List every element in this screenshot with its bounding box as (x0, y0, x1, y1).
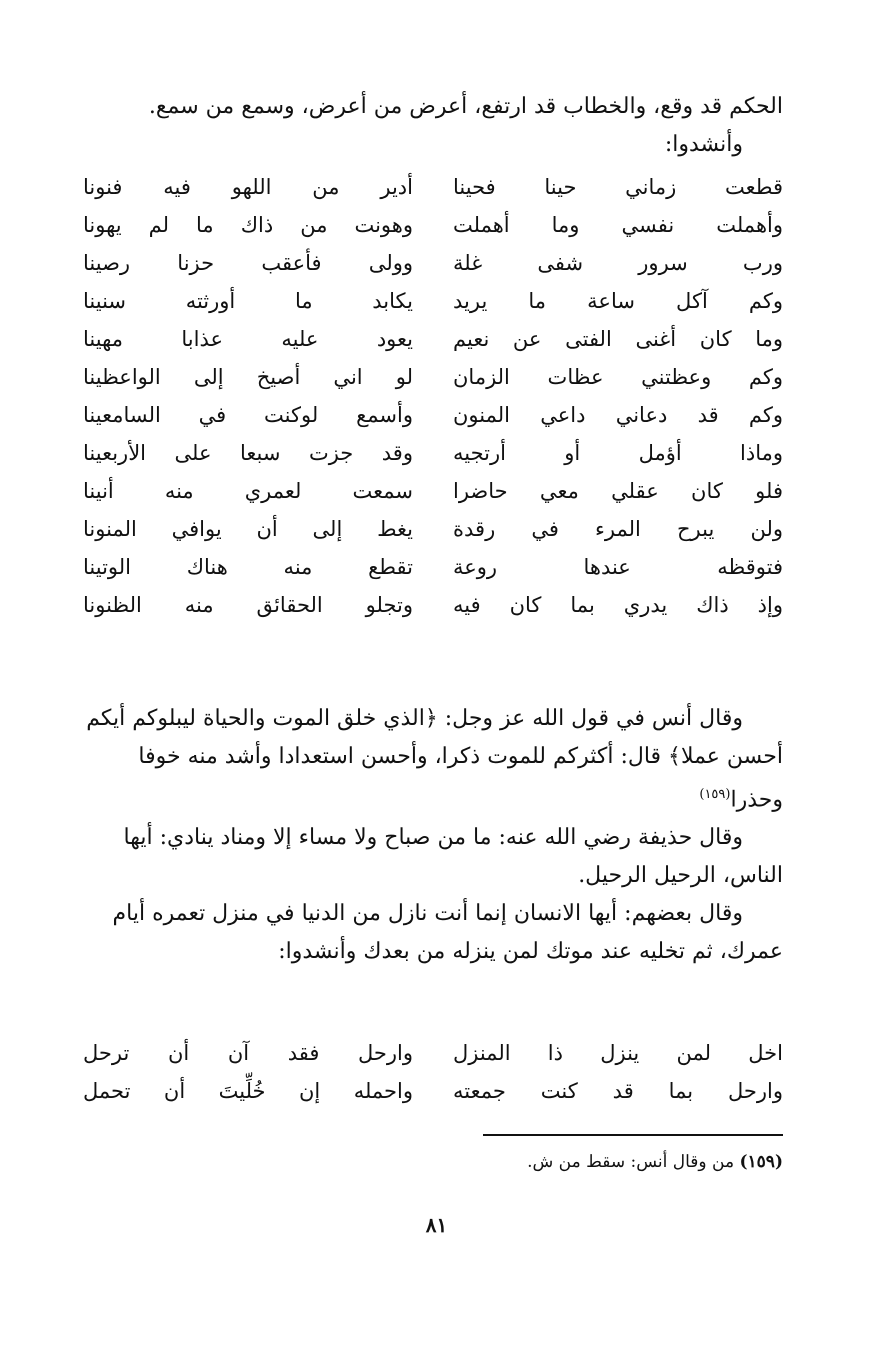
hemistich-right: وإذ ذاك يدري بما كان فيه (453, 593, 783, 617)
hemistich-left: يغط إلى أن يوافي المنونا (83, 517, 413, 541)
hemistich-right: ولن يبرح المرء في رقدة (453, 517, 783, 541)
verse (83, 244, 783, 282)
verse (83, 434, 783, 472)
hemistich-left: وقد جزت سبعا على الأربعينا (83, 441, 413, 465)
hemistich-left: يكابد ما أورثته سنينا (83, 289, 413, 313)
hemistich-left: سمعت لعمري منه أنينا (83, 479, 413, 503)
verse (83, 1072, 783, 1110)
verse (83, 586, 783, 624)
opening-line: الحكم قد وقع، والخطاب قد ارتفع، أعرض من أعرض، وسمع من سمع. (148, 94, 783, 119)
verse (83, 206, 783, 244)
hemistich-right: وماذا أؤمل أو أرتجيه (453, 441, 783, 465)
paragraph-anas-line: وقال أنس في قول الله عز وجل: ﴿الذي خلق الموت والحياة ليبلوكم أيكم (86, 706, 743, 731)
footnote-reference: (١٥٩) (699, 787, 731, 802)
poem-2 (83, 1034, 783, 1110)
hemistich-right: وكم آكل ساعة ما يريد (453, 289, 783, 313)
verse (83, 396, 783, 434)
verse (83, 282, 783, 320)
hemistich-right: فتوقظه عندها روعة (453, 555, 783, 579)
opening-text (83, 88, 783, 164)
hemistich-left: أدير من اللهو فيه فنونا (83, 175, 413, 199)
hemistich-left: وأسمع لوكنت في السامعينا (83, 403, 413, 427)
hemistich-right: ورب سرور شفى غلة (453, 251, 783, 275)
hemistich-right: وما كان أغنى الفتى عن نعيم (453, 327, 783, 351)
hemistich-right: وأهملت نفسي وما أهملت (453, 213, 783, 237)
recited-intro: وأنشدوا: (664, 132, 743, 157)
hemistich-left: وولى فأعقب حزنا رصينا (83, 251, 413, 275)
paragraph-baduhum-line: وقال بعضهم: أيها الانسان إنما أنت نازل من الدنيا في منزل تعمره أيام (112, 901, 743, 927)
hemistich-right: وارحل بما قد كنت جمعته (453, 1079, 783, 1103)
hemistich-left: لو اني أصيخ إلى الواعظينا (83, 365, 413, 389)
footnote-divider (483, 1134, 783, 1136)
verse (83, 548, 783, 586)
paragraph-hudhayfa-line: الناس، الرحيل الرحيل. (578, 863, 783, 889)
hemistich-right: فلو كان عقلي معي حاضرا (453, 479, 783, 503)
poem-1 (83, 168, 783, 624)
page-number: ٨١ (425, 1213, 448, 1237)
verse (83, 320, 783, 358)
hemistich-left: تقطع منه هناك الوتينا (83, 555, 413, 579)
paragraph-anas-line (83, 776, 783, 819)
hemistich-right: قطعت زماني حينا فحينا (453, 175, 783, 199)
paragraph-baduhum-line: عمرك، ثم تخليه عند موتك لمن ينزله من بعدك وأنشدوا: (278, 939, 783, 965)
hemistich-right: اخل لمن ينزل ذا المنزل (453, 1041, 783, 1065)
verse (83, 1034, 783, 1072)
hemistich-right: وكم وعظتني عظات الزمان (453, 365, 783, 389)
hemistich-left: يعود عليه عذابا مهينا (83, 327, 413, 351)
paragraph-hudhayfa-line: وقال حذيفة رضي الله عنه: ما من صباح ولا مساء إلا ومناد ينادي: أيها (123, 825, 743, 851)
footnote-text: من وقال أنس: سقط من ش. (527, 1152, 735, 1172)
hemistich-left: واحمله إن خُلِّيتَ أن تحمل (83, 1079, 413, 1103)
footnote-number: (١٥٩) (739, 1152, 783, 1172)
hemistich-left: وهونت من ذاك ما لم يهونا (83, 213, 413, 237)
paragraph-anas-line: أحسن عملا﴾ قال: أكثركم للموت ذكرا، وأحسن استعدادا وأشد منه خوفا (138, 744, 783, 769)
hemistich-right: وكم قد دعاني داعي المنون (453, 403, 783, 427)
verse (83, 510, 783, 548)
verse (83, 358, 783, 396)
footnote (527, 1152, 783, 1172)
verse (83, 472, 783, 510)
hemistich-left: وارحل فقد آن أن ترحل (83, 1041, 413, 1065)
paragraph-anas-end: وحذرا (730, 787, 783, 813)
hemistich-left: وتجلو الحقائق منه الظنونا (83, 593, 413, 617)
verse (83, 168, 783, 206)
prose-section (83, 700, 783, 971)
